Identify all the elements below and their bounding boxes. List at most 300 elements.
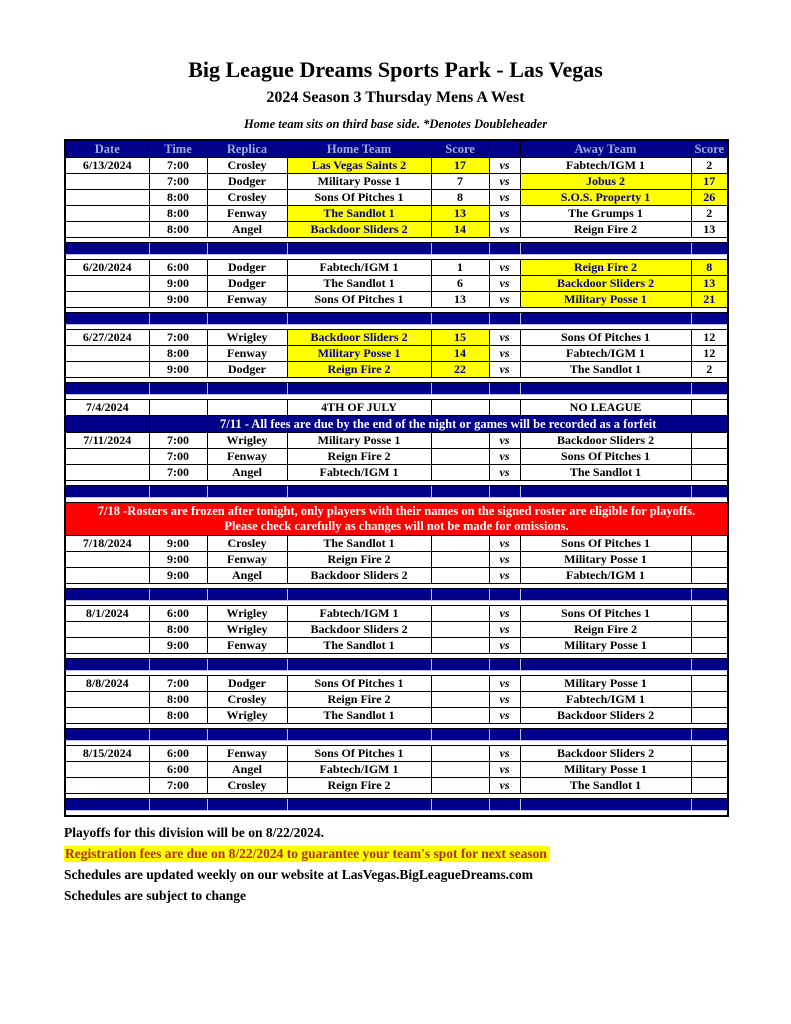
away-team-cell: The Grumps 1	[520, 206, 691, 222]
date-cell	[65, 692, 149, 708]
vs-cell: vs	[489, 552, 520, 568]
separator-cell	[149, 486, 207, 498]
away-score-cell	[691, 536, 728, 552]
time-cell: 6:00	[149, 746, 207, 762]
game-row	[65, 362, 728, 378]
time-cell: 6:00	[149, 260, 207, 276]
home-team-cell: Backdoor Sliders 2	[287, 622, 431, 638]
separator-cell	[207, 313, 287, 325]
separator-row	[65, 486, 728, 498]
replica-cell: Angel	[207, 465, 287, 481]
away-team-cell: Jobus 2	[520, 174, 691, 190]
date-cell	[65, 206, 149, 222]
time-cell: 7:00	[149, 449, 207, 465]
home-team-cell: Sons Of Pitches 1	[287, 292, 431, 308]
home-score-cell: 1	[431, 260, 489, 276]
away-team-cell: The Sandlot 1	[520, 778, 691, 794]
separator-cell	[691, 243, 728, 255]
banner-date-cell	[65, 416, 149, 433]
time-cell: 7:00	[149, 158, 207, 174]
time-cell: 9:00	[149, 276, 207, 292]
home-team-cell: Fabtech/IGM 1	[287, 465, 431, 481]
separator-cell	[207, 589, 287, 601]
separator-cell	[431, 729, 489, 741]
home-team-cell: Reign Fire 2	[287, 449, 431, 465]
date-cell: 7/11/2024	[65, 433, 149, 449]
home-team-cell: Reign Fire 2	[287, 778, 431, 794]
time-cell: 7:00	[149, 778, 207, 794]
separator-cell	[489, 383, 520, 395]
separator-cell	[287, 589, 431, 601]
away-score-cell	[691, 708, 728, 724]
vs-cell: vs	[489, 158, 520, 174]
home-team-cell: Sons Of Pitches 1	[287, 676, 431, 692]
away-team-cell: Military Posse 1	[520, 552, 691, 568]
time-cell: 6:00	[149, 606, 207, 622]
date-cell: 7/4/2024	[65, 400, 149, 416]
separator-cell	[287, 659, 431, 671]
fees-due-banner-row	[65, 416, 728, 433]
date-cell: 6/13/2024	[65, 158, 149, 174]
away-score-cell: 2	[691, 206, 728, 222]
game-row	[65, 260, 728, 276]
away-score-cell	[691, 568, 728, 584]
separator-cell	[207, 486, 287, 498]
replica-cell: Wrigley	[207, 433, 287, 449]
vs-cell: vs	[489, 174, 520, 190]
game-row	[65, 449, 728, 465]
replica-cell: Angel	[207, 568, 287, 584]
home-score-cell	[431, 708, 489, 724]
vs-cell: vs	[489, 622, 520, 638]
replica-cell: Angel	[207, 762, 287, 778]
home-score-cell	[431, 778, 489, 794]
separator-cell	[520, 729, 691, 741]
away-score-cell: 21	[691, 292, 728, 308]
date-cell	[65, 552, 149, 568]
separator-cell	[691, 383, 728, 395]
separator-cell	[65, 799, 149, 811]
column-header-away-team: Away Team	[520, 140, 691, 158]
away-score-cell: 12	[691, 330, 728, 346]
home-score-cell	[431, 746, 489, 762]
time-cell: 9:00	[149, 568, 207, 584]
replica-cell: Fenway	[207, 346, 287, 362]
vs-cell: vs	[489, 536, 520, 552]
home-score-cell	[431, 465, 489, 481]
vs-cell: vs	[489, 568, 520, 584]
date-cell: 6/27/2024	[65, 330, 149, 346]
away-team-cell: Fabtech/IGM 1	[520, 346, 691, 362]
home-team-cell: Military Posse 1	[287, 346, 431, 362]
home-team-cell: Reign Fire 2	[287, 552, 431, 568]
game-row	[65, 206, 728, 222]
home-team-cell: Sons Of Pitches 1	[287, 190, 431, 206]
column-header-replica: Replica	[207, 140, 287, 158]
roster-freeze-banner-text	[65, 503, 728, 536]
separator-cell	[207, 243, 287, 255]
column-header-away-score: Score	[691, 140, 728, 158]
away-team-cell: Military Posse 1	[520, 676, 691, 692]
vs-cell: vs	[489, 638, 520, 654]
roster-freeze-banner-line: Please check carefully as changes will not be made for omissions.	[224, 519, 569, 534]
date-cell	[65, 346, 149, 362]
date-cell	[65, 638, 149, 654]
separator-cell	[287, 243, 431, 255]
separator-cell	[489, 243, 520, 255]
home-team-cell: The Sandlot 1	[287, 276, 431, 292]
separator-cell	[520, 589, 691, 601]
game-row	[65, 433, 728, 449]
separator-cell	[431, 313, 489, 325]
away-team-cell: Reign Fire 2	[520, 222, 691, 238]
game-row	[65, 536, 728, 552]
home-team-cell: The Sandlot 1	[287, 536, 431, 552]
separator-cell	[691, 313, 728, 325]
home-score-cell: 14	[431, 346, 489, 362]
home-team-cell: Fabtech/IGM 1	[287, 762, 431, 778]
date-cell	[65, 292, 149, 308]
holiday-row	[65, 400, 728, 416]
separator-cell	[65, 729, 149, 741]
game-row	[65, 465, 728, 481]
separator-row	[65, 589, 728, 601]
date-cell	[65, 190, 149, 206]
replica-cell: Crosley	[207, 536, 287, 552]
replica-cell	[207, 400, 287, 416]
time-cell: 9:00	[149, 292, 207, 308]
away-score-cell	[691, 449, 728, 465]
separator-cell	[149, 243, 207, 255]
away-score-cell: 2	[691, 362, 728, 378]
away-score-cell	[691, 606, 728, 622]
game-row	[65, 622, 728, 638]
time-cell: 7:00	[149, 330, 207, 346]
home-score-cell: 22	[431, 362, 489, 378]
time-cell: 8:00	[149, 346, 207, 362]
vs-cell: vs	[489, 692, 520, 708]
separator-cell	[287, 799, 431, 811]
replica-cell: Angel	[207, 222, 287, 238]
game-row	[65, 330, 728, 346]
away-team-cell: Backdoor Sliders 2	[520, 433, 691, 449]
separator-cell	[431, 659, 489, 671]
separator-cell	[287, 486, 431, 498]
vs-cell: vs	[489, 362, 520, 378]
page-title: Big League Dreams Sports Park - Las Vegas	[188, 57, 603, 82]
game-row	[65, 292, 728, 308]
home-score-cell: 15	[431, 330, 489, 346]
away-score-cell	[691, 746, 728, 762]
replica-cell: Dodger	[207, 260, 287, 276]
vs-cell: vs	[489, 222, 520, 238]
home-team-cell: Fabtech/IGM 1	[287, 260, 431, 276]
away-team-cell: Fabtech/IGM 1	[520, 692, 691, 708]
home-score-cell	[431, 692, 489, 708]
away-score-cell	[691, 778, 728, 794]
separator-row	[65, 243, 728, 255]
home-team-cell: Military Posse 1	[287, 433, 431, 449]
away-team-cell: Sons Of Pitches 1	[520, 536, 691, 552]
date-cell	[65, 708, 149, 724]
separator-cell	[431, 486, 489, 498]
separator-cell	[287, 313, 431, 325]
away-score-cell: 13	[691, 222, 728, 238]
replica-cell: Fenway	[207, 292, 287, 308]
separator-row	[65, 313, 728, 325]
away-score-cell: 13	[691, 276, 728, 292]
separator-cell	[489, 313, 520, 325]
replica-cell: Crosley	[207, 190, 287, 206]
away-score-cell: 8	[691, 260, 728, 276]
separator-cell	[207, 383, 287, 395]
vs-cell: vs	[489, 449, 520, 465]
separator-cell	[149, 313, 207, 325]
replica-cell: Fenway	[207, 449, 287, 465]
replica-cell: Fenway	[207, 746, 287, 762]
vs-cell	[489, 400, 520, 416]
time-cell: 9:00	[149, 552, 207, 568]
game-row	[65, 346, 728, 362]
column-header-vs	[489, 140, 520, 158]
replica-cell: Wrigley	[207, 708, 287, 724]
away-team-cell: The Sandlot 1	[520, 362, 691, 378]
date-cell: 6/20/2024	[65, 260, 149, 276]
time-cell: 7:00	[149, 676, 207, 692]
schedule-table-body	[65, 140, 728, 816]
replica-cell: Crosley	[207, 778, 287, 794]
time-cell: 8:00	[149, 206, 207, 222]
separator-cell	[691, 659, 728, 671]
game-row	[65, 174, 728, 190]
away-score-cell: 12	[691, 346, 728, 362]
game-row	[65, 276, 728, 292]
date-cell	[65, 222, 149, 238]
time-cell: 7:00	[149, 433, 207, 449]
replica-cell: Dodger	[207, 362, 287, 378]
away-team-cell: Fabtech/IGM 1	[520, 568, 691, 584]
separator-cell	[431, 383, 489, 395]
date-cell: 8/8/2024	[65, 676, 149, 692]
game-row	[65, 638, 728, 654]
date-cell	[65, 762, 149, 778]
replica-cell: Wrigley	[207, 622, 287, 638]
away-team-cell: Reign Fire 2	[520, 622, 691, 638]
time-cell: 6:00	[149, 762, 207, 778]
away-team-cell: Military Posse 1	[520, 762, 691, 778]
home-score-cell	[431, 568, 489, 584]
game-row	[65, 762, 728, 778]
home-score-cell: 14	[431, 222, 489, 238]
vs-cell: vs	[489, 433, 520, 449]
vs-cell: vs	[489, 762, 520, 778]
home-score-cell	[431, 606, 489, 622]
time-cell: 9:00	[149, 638, 207, 654]
home-score-cell: 13	[431, 206, 489, 222]
date-cell	[65, 568, 149, 584]
away-score-cell	[691, 762, 728, 778]
home-score-cell	[431, 638, 489, 654]
separator-cell	[431, 243, 489, 255]
vs-cell: vs	[489, 465, 520, 481]
vs-cell: vs	[489, 606, 520, 622]
time-cell: 7:00	[149, 465, 207, 481]
separator-row	[65, 729, 728, 741]
home-team-cell: Backdoor Sliders 2	[287, 330, 431, 346]
schedule-table	[64, 139, 729, 817]
separator-cell	[691, 589, 728, 601]
vs-cell: vs	[489, 778, 520, 794]
separator-cell	[149, 589, 207, 601]
home-team-note: Home team sits on third base side. *Denotes Doubleheader	[243, 117, 548, 132]
home-score-cell: 8	[431, 190, 489, 206]
separator-cell	[489, 729, 520, 741]
away-score-cell	[691, 400, 728, 416]
spacer-row	[65, 811, 728, 817]
separator-row	[65, 799, 728, 811]
game-row	[65, 552, 728, 568]
home-score-cell	[431, 552, 489, 568]
fees-due-banner-text: 7/11 - All fees are due by the end of the night or games will be recorded as a forfeit	[149, 416, 728, 433]
column-header-home-team: Home Team	[287, 140, 431, 158]
time-cell: 8:00	[149, 692, 207, 708]
separator-row	[65, 383, 728, 395]
separator-cell	[691, 486, 728, 498]
home-score-cell: 7	[431, 174, 489, 190]
away-score-cell	[691, 552, 728, 568]
separator-cell	[287, 383, 431, 395]
separator-cell	[65, 313, 149, 325]
playoffs-note: Playoffs for this division will be on 8/22/2024.	[64, 825, 325, 841]
game-row	[65, 778, 728, 794]
vs-cell: vs	[489, 260, 520, 276]
game-row	[65, 568, 728, 584]
subject-to-change-note: Schedules are subject to change	[64, 888, 246, 904]
date-cell	[65, 778, 149, 794]
separator-cell	[520, 243, 691, 255]
time-cell: 9:00	[149, 536, 207, 552]
away-score-cell	[691, 692, 728, 708]
game-row	[65, 222, 728, 238]
vs-cell: vs	[489, 276, 520, 292]
roster-freeze-banner-row	[65, 503, 728, 536]
game-row	[65, 606, 728, 622]
separator-cell	[520, 486, 691, 498]
separator-cell	[65, 243, 149, 255]
away-score-cell	[691, 433, 728, 449]
roster-freeze-banner-line: 7/18 -Rosters are frozen after tonight, only players with their names on the signed roster are eligible for playoffs.	[97, 504, 696, 519]
separator-cell	[691, 729, 728, 741]
away-score-cell: 26	[691, 190, 728, 206]
away-team-cell: Sons Of Pitches 1	[520, 449, 691, 465]
vs-cell: vs	[489, 330, 520, 346]
registration-fees-note: Registration fees are due on 8/22/2024 to guarantee your team's spot for next season	[64, 846, 550, 862]
away-score-cell: 17	[691, 174, 728, 190]
away-team-cell: Backdoor Sliders 2	[520, 708, 691, 724]
home-team-cell: The Sandlot 1	[287, 638, 431, 654]
separator-cell	[149, 383, 207, 395]
away-team-cell: The Sandlot 1	[520, 465, 691, 481]
separator-cell	[691, 799, 728, 811]
replica-cell: Wrigley	[207, 330, 287, 346]
home-team-cell: The Sandlot 1	[287, 206, 431, 222]
away-team-cell: Military Posse 1	[520, 638, 691, 654]
separator-cell	[520, 313, 691, 325]
separator-cell	[149, 729, 207, 741]
game-row	[65, 676, 728, 692]
date-cell: 8/1/2024	[65, 606, 149, 622]
home-score-cell: 13	[431, 292, 489, 308]
home-team-cell: Fabtech/IGM 1	[287, 606, 431, 622]
time-cell: 8:00	[149, 222, 207, 238]
home-score-cell	[431, 676, 489, 692]
column-header-row	[65, 140, 728, 158]
column-header-date: Date	[65, 140, 149, 158]
replica-cell: Fenway	[207, 552, 287, 568]
vs-cell: vs	[489, 676, 520, 692]
home-team-cell: Military Posse 1	[287, 174, 431, 190]
time-cell: 8:00	[149, 190, 207, 206]
separator-cell	[489, 589, 520, 601]
game-row	[65, 746, 728, 762]
home-team-cell: Las Vegas Saints 2	[287, 158, 431, 174]
time-cell: 8:00	[149, 708, 207, 724]
vs-cell: vs	[489, 292, 520, 308]
no-league-label-cell: NO LEAGUE	[520, 400, 691, 416]
time-cell: 7:00	[149, 174, 207, 190]
date-cell: 8/15/2024	[65, 746, 149, 762]
separator-cell	[489, 799, 520, 811]
date-cell	[65, 465, 149, 481]
home-score-cell	[431, 536, 489, 552]
home-score-cell	[431, 449, 489, 465]
column-header-time: Time	[149, 140, 207, 158]
website-note: Schedules are updated weekly on our website at LasVegas.BigLeagueDreams.com	[64, 867, 534, 883]
separator-cell	[489, 486, 520, 498]
home-score-cell	[431, 762, 489, 778]
away-team-cell: Military Posse 1	[520, 292, 691, 308]
replica-cell: Fenway	[207, 206, 287, 222]
separator-cell	[65, 383, 149, 395]
separator-cell	[287, 729, 431, 741]
separator-cell	[431, 799, 489, 811]
separator-cell	[149, 799, 207, 811]
game-row	[65, 708, 728, 724]
replica-cell: Wrigley	[207, 606, 287, 622]
date-cell	[65, 362, 149, 378]
away-team-cell: Fabtech/IGM 1	[520, 158, 691, 174]
separator-cell	[520, 383, 691, 395]
game-row	[65, 158, 728, 174]
vs-cell: vs	[489, 746, 520, 762]
separator-cell	[65, 659, 149, 671]
away-team-cell: Sons Of Pitches 1	[520, 330, 691, 346]
away-team-cell: Backdoor Sliders 2	[520, 746, 691, 762]
date-cell: 7/18/2024	[65, 536, 149, 552]
separator-cell	[149, 659, 207, 671]
document-header	[64, 58, 727, 132]
time-cell	[149, 400, 207, 416]
replica-cell: Dodger	[207, 276, 287, 292]
home-team-cell: Reign Fire 2	[287, 692, 431, 708]
holiday-label-cell: 4TH OF JULY	[287, 400, 431, 416]
away-team-cell: S.O.S. Property 1	[520, 190, 691, 206]
game-row	[65, 190, 728, 206]
vs-cell: vs	[489, 708, 520, 724]
away-score-cell	[691, 638, 728, 654]
separator-cell	[207, 799, 287, 811]
date-cell	[65, 174, 149, 190]
